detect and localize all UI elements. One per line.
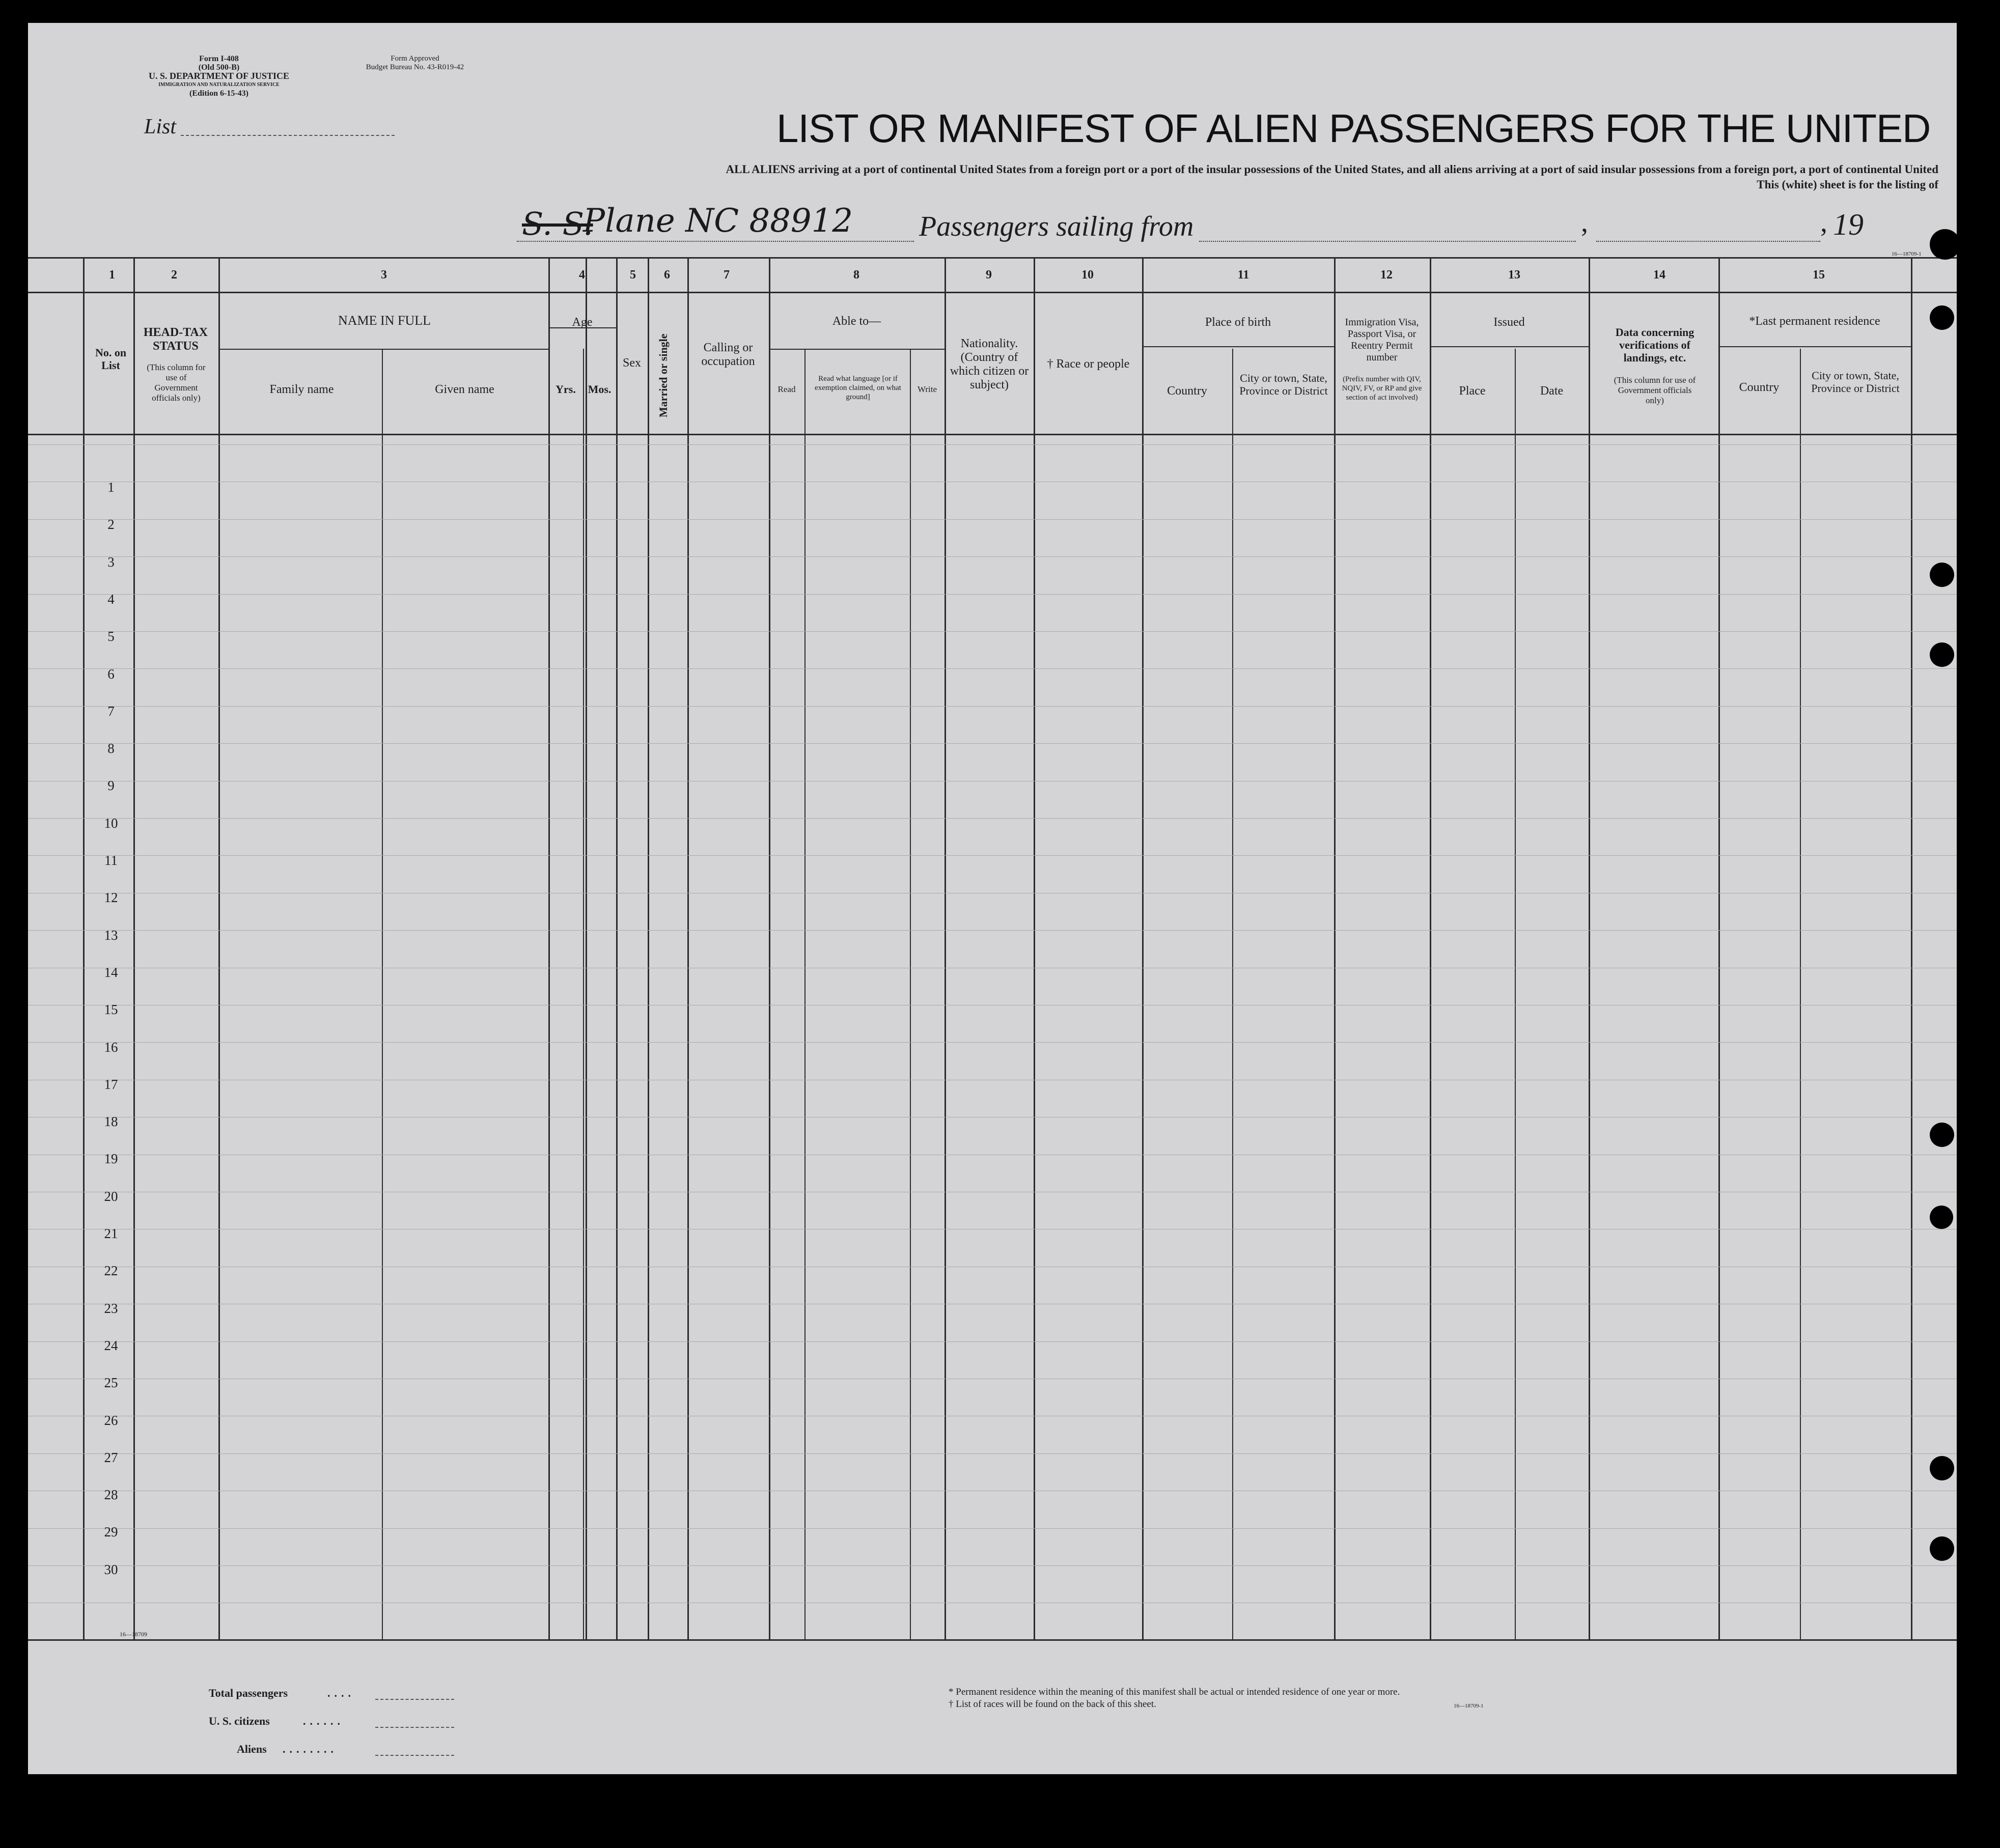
header-calling: Calling or occupation [701,341,755,368]
header-sex: Sex [623,356,641,370]
sub-header-rule [1718,346,1911,347]
sub-column-divider [583,349,584,1639]
form-approved: Form Approved [391,54,439,63]
column-number: 12 [1380,268,1393,282]
instructions-line-1: ALL ALIENS arriving at a port of continental United States from a foreign port or a port of the insular possessions of the United States, and all aliens arriving at a port of said insular possessions from a foreign port, a port of continental United [726,163,1938,176]
header-last-residence: *Last permanent residence [1749,315,1880,328]
row-number: 3 [107,554,115,570]
table-bottom-rule [28,1639,1957,1641]
header-place-of-birth: Place of birth [1205,316,1271,329]
column-number: 11 [1237,268,1249,282]
column-number: 2 [171,268,177,282]
column-number: 7 [724,268,730,282]
punch-hole [1930,229,1960,260]
form-edition: (Edition 6-15-43) [189,89,248,98]
sub-column-divider [382,349,383,1639]
row-number: 23 [104,1300,118,1316]
header-family-name: Family name [269,383,334,396]
column-divider [1430,257,1431,1639]
header-married: Married or single [657,333,670,417]
column-divider [218,257,220,1639]
column-divider [1142,257,1144,1639]
punch-hole [1930,1536,1954,1561]
aliens-label: Aliens [237,1743,267,1755]
column-divider [133,257,135,1639]
list-number-field[interactable] [181,135,395,136]
header-visa-note: (Prefix number with QIV, NQIV, FV, or RP and give section of act involved) [1342,375,1422,402]
us-citizens-leader: ...... [303,1715,344,1727]
row-number: 26 [104,1412,118,1428]
footnote-races: † List of races will be found on the back of this sheet. [949,1699,1156,1710]
column-number: 5 [630,268,636,282]
table-row [28,855,1957,856]
table-row [28,743,1957,744]
aliens-leader: ........ [283,1743,338,1755]
header-birth-country: Country [1167,384,1207,398]
row-number: 15 [104,1002,118,1018]
row-number: 22 [104,1263,118,1279]
row-number: 13 [104,927,118,943]
table-row [28,1565,1957,1566]
table-row [28,444,1957,445]
instructions-line-2: This (white) sheet is for the listing of [1757,178,1938,191]
port-field[interactable] [1199,241,1576,242]
year-label: 19 [1833,208,1864,241]
row-number: 21 [104,1226,118,1241]
header-race: † Race or people [1047,357,1130,371]
header-issued-date: Date [1540,384,1564,398]
table-row [28,519,1957,520]
column-divider [1718,257,1720,1639]
vessel-prefix-struck: S. S. [522,205,593,242]
aliens-field[interactable] [375,1755,454,1756]
header-able-to: Able to— [832,315,881,328]
sub-column-divider [804,349,805,1639]
header-yrs: Yrs. [555,383,576,396]
sailing-from-label: Passengers sailing from [919,211,1194,242]
table-row [28,556,1957,557]
row-number: 24 [104,1337,118,1353]
column-divider [1034,257,1035,1639]
sub-header-rule [218,349,548,350]
column-divider [616,257,618,1639]
column-divider [687,257,689,1639]
table-row [28,1528,1957,1529]
us-citizens-label: U. S. citizens [209,1715,270,1727]
table-row [28,818,1957,819]
department-name: U. S. DEPARTMENT OF JUSTICE [148,71,290,81]
header-issued-place: Place [1459,384,1486,398]
column-number: 10 [1081,268,1094,282]
row-number: 9 [107,778,115,794]
header-birth-city: City or town, State, Province or District [1239,372,1328,397]
row-number: 12 [104,890,118,906]
row-number: 14 [104,964,118,980]
header-write: Write [917,384,937,394]
approval-block [344,54,486,72]
header-res-country: Country [1739,381,1780,394]
table-row [28,1453,1957,1454]
total-passengers-leader: .... [327,1687,355,1699]
column-divider [769,257,770,1639]
sub-header-rule [1142,346,1334,347]
table-row [28,668,1957,669]
comma-separator: , [1581,207,1588,238]
print-code-top: 16—18709-1 [1892,251,1922,257]
row-number: 18 [104,1114,118,1130]
table-top-rule [28,257,1957,259]
sub-column-divider [1800,349,1801,1639]
table-row [28,706,1957,707]
row-number: 10 [104,815,118,831]
total-passengers-label: Total passengers [209,1687,288,1699]
row-number: 5 [107,629,115,645]
table-row [28,594,1957,595]
column-divider [648,257,649,1639]
old-form-number: (Old 500-B) [198,63,240,72]
list-label: List [144,115,177,138]
vessel-name-handwritten[interactable]: Plane NC 88912 [583,202,853,240]
form-id-block [135,54,303,98]
punch-hole [1930,305,1954,330]
column-number: 3 [381,268,387,282]
column-divider [586,257,587,1639]
column-divider [1589,257,1590,1639]
column-divider [945,257,946,1639]
footnote-residence: * Permanent residence within the meaning of this manifest shall be actual or intended residence of one year or more. [949,1687,1400,1697]
row-number: 30 [104,1561,118,1577]
header-issued: Issued [1493,316,1525,329]
print-code-bottom-left: 16—18709 [120,1631,147,1638]
column-number: 6 [664,268,670,282]
vessel-name-field [517,241,914,242]
column-number: 9 [986,268,992,282]
header-read-language: Read what language [or if exemption claimed, on what ground] [815,375,901,401]
row-number: 29 [104,1524,118,1540]
row-number: 25 [104,1375,118,1391]
column-divider [1334,257,1336,1639]
header-head-tax-note: (This column for use of Government officials only) [147,362,206,403]
row-number: 1 [107,480,115,495]
service-name: IMMIGRATION AND NATURALIZATION SERVICE [158,82,280,88]
header-visa: Immigration Visa, Passport Visa, or Reentry Permit number [1345,317,1419,363]
row-number: 19 [104,1151,118,1167]
header-head-tax: HEAD-TAX STATUS [143,326,208,353]
form-title: LIST OR MANIFEST OF ALIEN PASSENGERS FOR THE UNITED [776,106,1931,151]
header-no-on-list: No. on List [95,346,127,372]
sub-header-rule [1430,346,1589,347]
date-field[interactable] [1596,241,1820,242]
punch-hole [1930,1456,1954,1480]
row-number: 20 [104,1188,118,1204]
sub-column-divider [910,349,911,1639]
sub-header-rule [769,349,945,350]
column-divider [1911,257,1912,1639]
column-number: 14 [1653,268,1665,282]
row-number: 4 [107,591,115,607]
header-given-name: Given name [435,383,494,396]
column-number: 1 [109,268,115,282]
punch-hole [1930,1123,1954,1147]
sub-column-divider [1515,349,1516,1639]
column-divider [83,257,85,1639]
column-number: 4 [579,268,585,282]
row-number: 2 [107,517,115,533]
row-number: 27 [104,1449,118,1465]
header-data-note: (This column for use of Government officials only) [1614,375,1696,405]
table-row [28,1042,1957,1043]
header-bottom-rule [28,434,1957,435]
header-nationality: Nationality. (Country of which citizen or subject) [950,337,1029,391]
header-read: Read [777,384,796,394]
row-number: 7 [107,703,115,719]
column-number-rule [28,292,1957,293]
print-code-bottom-right: 16—18709-1 [1454,1703,1484,1709]
row-number: 8 [107,741,115,757]
table-row [28,1341,1957,1342]
punch-hole [1930,1206,1953,1229]
column-number: 13 [1508,268,1520,282]
column-number: 15 [1813,268,1825,282]
punch-hole [1930,563,1954,587]
header-mos: Mos. [588,383,612,396]
table-row [28,631,1957,632]
row-number: 16 [104,1039,118,1055]
row-number: 28 [104,1487,118,1503]
punch-hole [1930,642,1954,667]
row-number: 17 [104,1076,118,1092]
header-res-city: City or town, State, Province or District [1811,369,1900,395]
form-number: Form I-408 [199,54,239,63]
sub-column-divider [1232,349,1233,1639]
column-divider [548,257,550,1639]
header-name-in-full: NAME IN FULL [338,313,431,328]
year-comma: , [1820,207,1827,238]
budget-bureau: Budget Bureau No. 43-R019-42 [366,63,464,71]
column-number: 8 [853,268,859,282]
row-number: 11 [104,853,118,868]
manifest-sheet [28,23,1957,1774]
table-row [28,930,1957,931]
header-age: Age [572,316,593,329]
row-number: 6 [107,666,115,682]
header-data-concerning: Data concerning verifications of landings, etc. [1615,326,1695,364]
total-passengers-field[interactable] [375,1699,454,1700]
us-citizens-field[interactable] [375,1727,454,1728]
